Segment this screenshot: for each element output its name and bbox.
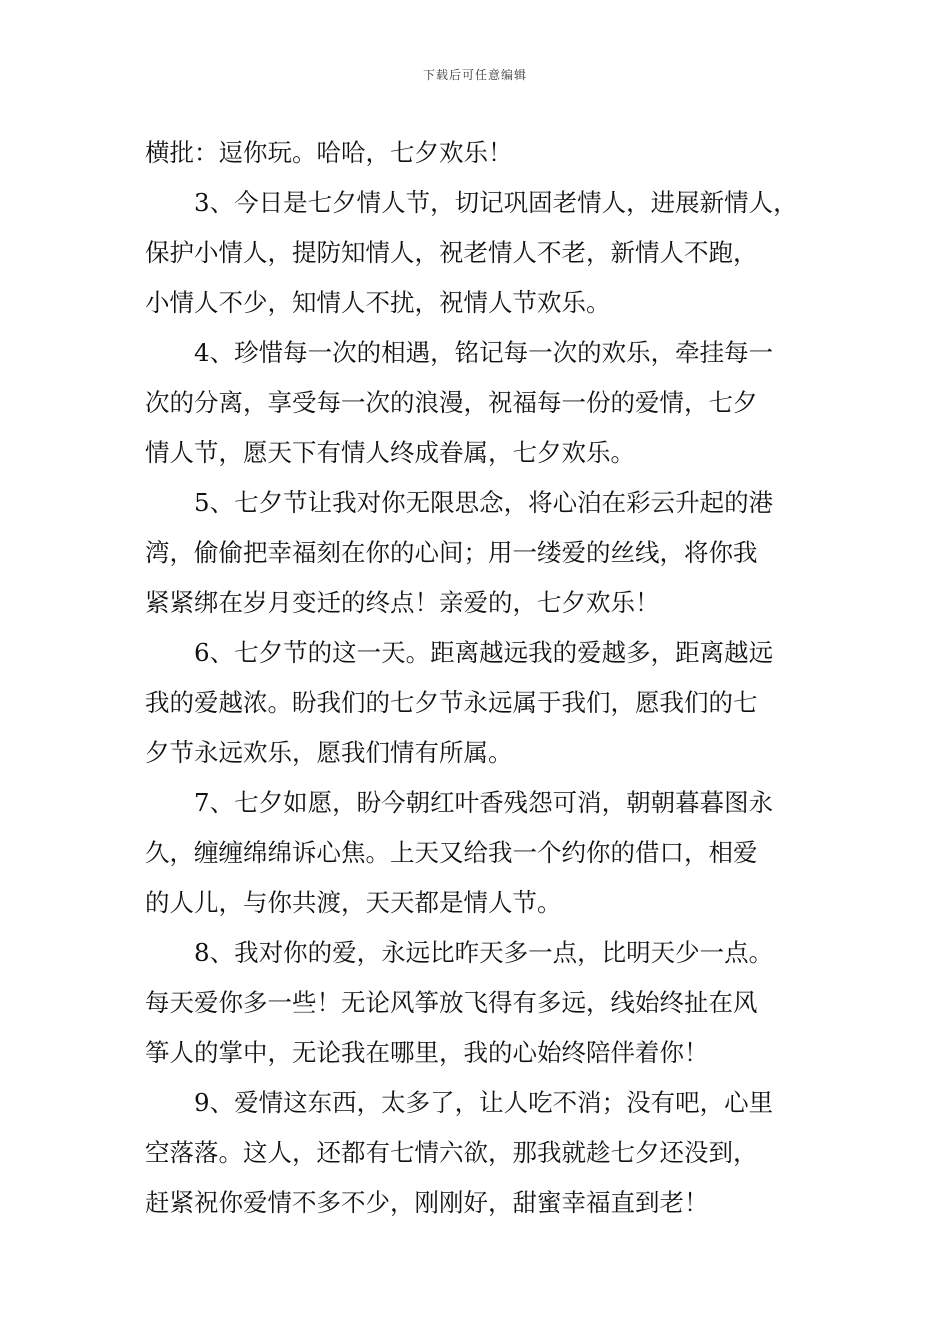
text-line: 紧紧绑在岁月变迁的终点！亲爱的，七夕欢乐！: [145, 588, 660, 617]
header-note: 下载后可任意编辑: [422, 68, 527, 82]
text-line: 3、今日是七夕情人节，切记巩固老情人，进展新情人，: [194, 188, 798, 217]
text-line: 久，缠缠绵绵诉心焦。上天又给我一个约你的借口，相爱: [145, 838, 758, 867]
text-line: 每天爱你多一些！无论风筝放飞得有多远，线始终扯在风: [145, 988, 758, 1017]
text-line: 横批：逗你玩。哈哈，七夕欢乐！: [145, 138, 513, 167]
text-line: 保护小情人，提防知情人，祝老情人不老，新情人不跑，: [145, 238, 758, 267]
text-line: 筝人的掌中，无论我在哪里，我的心始终陪伴着你！: [145, 1038, 709, 1067]
text-line: 的人儿，与你共渡，天天都是情人节。: [145, 888, 562, 917]
text-line: 6、七夕节的这一天。距离越远我的爱越多，距离越远: [194, 638, 774, 667]
text-line: 8、我对你的爱，永远比昨天多一点，比明天少一点。: [194, 938, 774, 967]
text-line: 7、七夕如愿，盼今朝红叶香残怨可消，朝朝暮暮图永: [194, 788, 774, 817]
text-line: 小情人不少，知情人不扰，祝情人节欢乐。: [145, 288, 611, 317]
text-line: 我的爱越浓。盼我们的七夕节永远属于我们，愿我们的七: [145, 688, 758, 717]
text-line: 4、珍惜每一次的相遇，铭记每一次的欢乐，牵挂每一: [194, 338, 774, 367]
text-line: 9、爱情这东西，太多了，让人吃不消；没有吧，心里: [194, 1088, 774, 1117]
text-line: 夕节永远欢乐，愿我们情有所属。: [145, 738, 513, 767]
text-line: 湾，偷偷把幸福刻在你的心间；用一缕爱的丝线，将你我: [145, 538, 758, 567]
text-line: 空落落。这人，还都有七情六欲，那我就趁七夕还没到，: [145, 1138, 758, 1167]
text-line: 情人节，愿天下有情人终成眷属，七夕欢乐。: [145, 438, 635, 467]
text-line: 赶紧祝你爱情不多不少，刚刚好，甜蜜幸福直到老！: [145, 1188, 709, 1217]
text-line: 次的分离，享受每一次的浪漫，祝福每一份的爱情，七夕: [145, 388, 758, 417]
document-body: [145, 128, 835, 1228]
text-line: 5、七夕节让我对你无限思念，将心泊在彩云升起的港: [194, 488, 774, 517]
